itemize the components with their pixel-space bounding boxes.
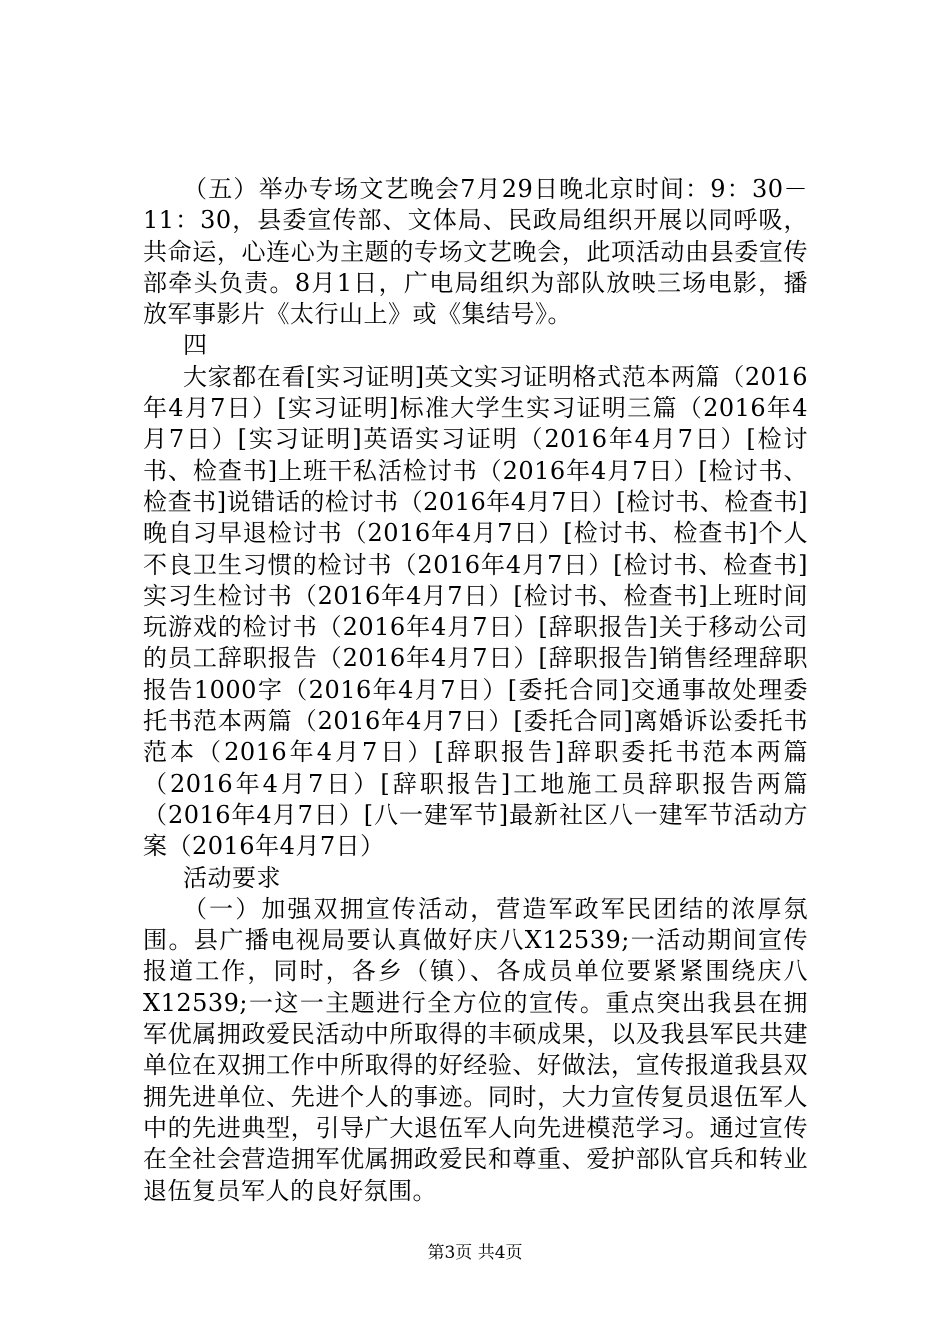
paragraph-activity-requirements-heading: 活动要求 [183, 863, 281, 892]
paragraph-evening-gala: （五）举办专场文艺晚会7月29日晚北京时间：9：30－11：30，县委宣传部、文体局、民政局组织开展以同呼吸，共命运，心连心为主题的专场文艺晚会，此项活动由县委宣传部牵头负责。8月1日，广电局组织为部队放映三场电影，播放军事影片《太行山上》或《集结号》。 [143, 175, 808, 329]
paragraph-related-articles: 大家都在看[实习证明]英文实习证明格式范本两篇（2016年4月7日）[实习证明]标准大学生实习证明三篇（2016年4月7日）[实习证明]英语实习证明（2016年4月7日）[检讨书、检查书]上班干私活检讨书（2016年4月7日）[检讨书、检查书]说错话的检讨书（2016年4月7日）[检讨书、检查书]晚自习早退检讨书（2016年4月7日）[检讨书、检查书]个人不良卫生习惯的检讨书（2016年4月7日）[检讨书、检查书]实习生检讨书（2016年4月7日）[检讨书、检查书]上班时间玩游戏的检讨书（2016年4月7日）[辞职报告]关于移动公司的员工辞职报告（2016年4月7日）[辞职报告]销售经理辞职报告1000字（2016年4月7日）[委托合同]交通事故处理委托书范本两篇（2016年4月7日）[委托合同]离婚诉讼委托书范本（2016年4月7日）[辞职报告]辞职委托书范本两篇（2016年4月7日）[辞职报告]工地施工员辞职报告两篇（2016年4月7日）[八一建军节]最新社区八一建军节活动方案（2016年4月7日） [143, 362, 808, 861]
paragraph-section-four: 四 [183, 331, 208, 360]
document-body [143, 174, 808, 1207]
page-footer: 第3页 共4页 [427, 1243, 523, 1263]
paragraph-requirement-one: （一）加强双拥宣传活动，营造军政军民团结的浓厚氛围。县广播电视局要认真做好庆八X12539;一活动期间宣传报道工作，同时，各乡（镇）、各成员单位要紧紧围绕庆八X12539;一这一主题进行全方位的宣传。重点突出我县在拥军优属拥政爱民活动中所取得的丰硕成果，以及我县军民共建单位在双拥工作中所取得的好经验、好做法，宣传报道我县双拥先进单位、先进个人的事迹。同时，大力宣传复员退伍军人中的先进典型，引导广大退伍军人向先进模范学习。通过宣传在全社会营造拥军优属拥政爱民和尊重、爱护部队官兵和转业退伍复员军人的良好氛围。 [143, 894, 808, 1205]
